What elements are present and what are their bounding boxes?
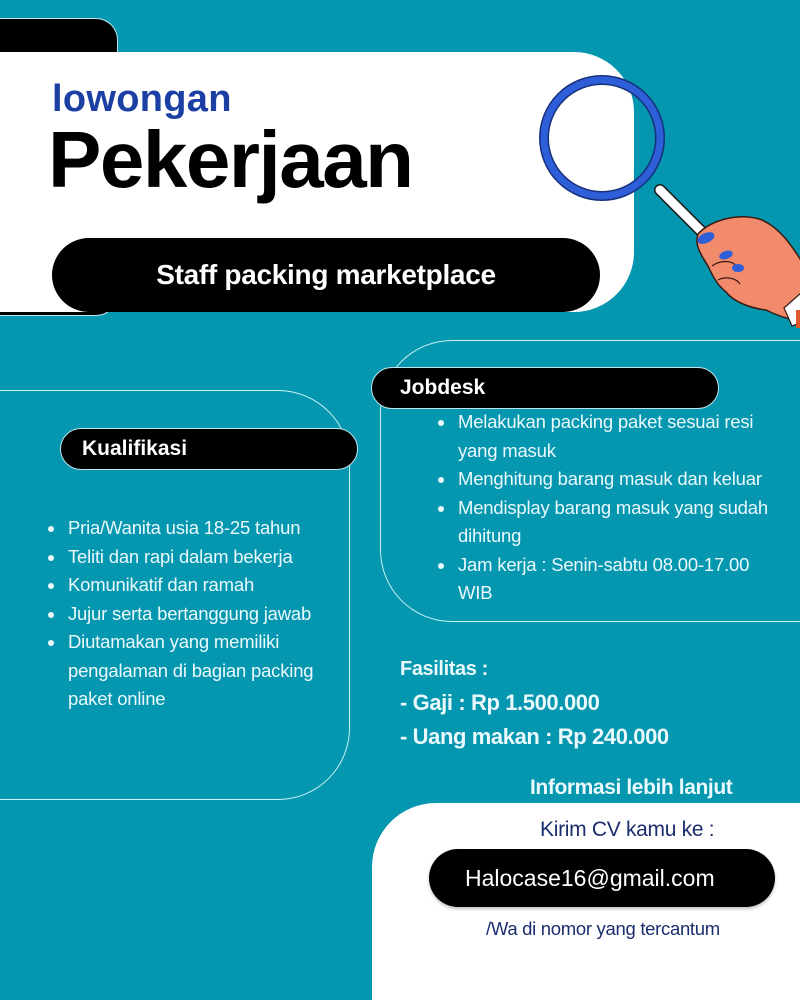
whatsapp-note: /Wa di nomor yang tercantum — [486, 918, 720, 939]
position-pill — [52, 238, 600, 312]
email-address: Halocase16@gmail.com — [465, 864, 715, 891]
fasilitas-heading: Fasilitas : — [400, 658, 488, 680]
list-item: Menghitung barang masuk dan keluar — [438, 465, 768, 494]
jobdesk-list — [438, 408, 768, 608]
list-item: Jujur serta bertanggung jawab — [48, 600, 318, 629]
list-item: Komunikatif dan ramah — [48, 571, 318, 600]
fasilitas-salary: - Gaji : Rp 1.500.000 — [400, 690, 600, 715]
position-label: Staff packing marketplace — [156, 259, 496, 290]
more-info-label: Informasi lebih lanjut — [530, 776, 733, 799]
kualifikasi-heading-pill — [60, 428, 358, 470]
kualifikasi-list — [48, 514, 318, 714]
list-item: Melakukan packing paket sesuai resi yang masuk — [438, 408, 768, 465]
jobdesk-heading: Jobdesk — [400, 376, 486, 399]
jobdesk-heading-pill — [371, 367, 719, 409]
hero-title: Pekerjaan — [48, 115, 413, 204]
fasilitas-section — [400, 652, 669, 754]
magnifying-glass-hand-icon — [530, 70, 800, 330]
list-item: Teliti dan rapi dalam bekerja — [48, 543, 318, 572]
email-link[interactable] — [429, 849, 775, 907]
list-item: Pria/Wanita usia 18-25 tahun — [48, 514, 318, 543]
list-item: Jam kerja : Senin-sabtu 08.00-17.00 WIB — [438, 551, 768, 608]
list-item: Diutamakan yang memiliki pengalaman di bagian packing paket online — [48, 628, 318, 714]
list-item: Mendisplay barang masuk yang sudah dihitung — [438, 494, 768, 551]
fasilitas-meal-allowance: - Uang makan : Rp 240.000 — [400, 724, 669, 749]
kualifikasi-heading: Kualifikasi — [82, 437, 188, 460]
send-cv-label: Kirim CV kamu ke : — [540, 818, 715, 841]
hero-kicker: lowongan — [52, 78, 232, 120]
